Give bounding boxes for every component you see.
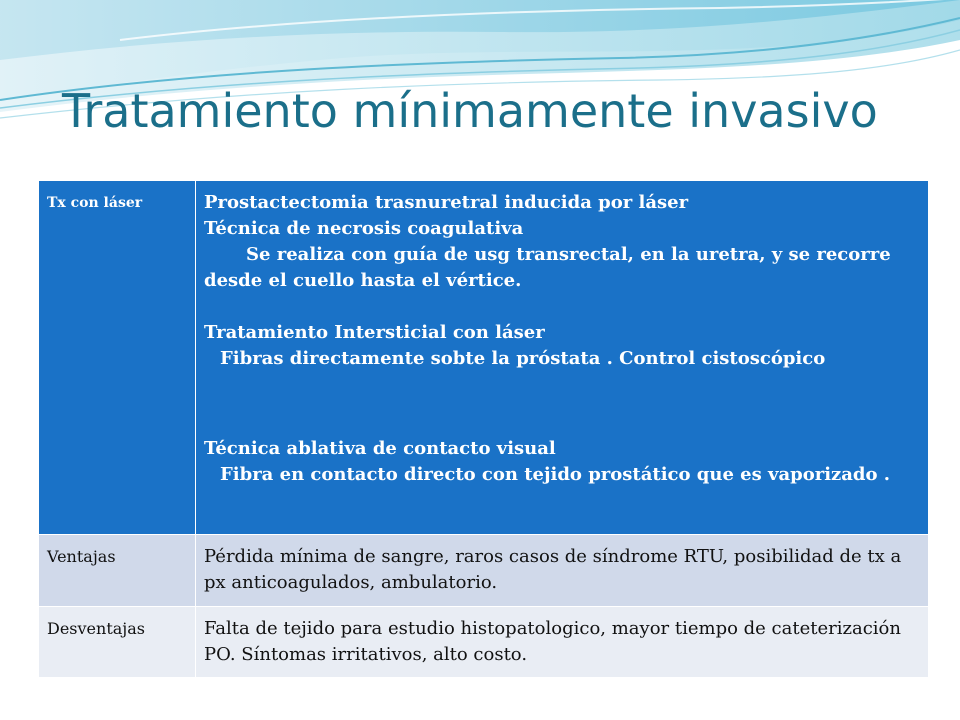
text-line-content: Fibras directamente sobte la próstata . Control cistoscópico <box>220 348 826 369</box>
table-row-desventajas <box>39 607 929 678</box>
text-line: Prostactectomia trasnuretral inducida por láser <box>204 192 689 213</box>
cell-label-ventajas: Ventajas <box>39 535 196 607</box>
spacer <box>204 294 920 320</box>
text-line <box>204 462 920 488</box>
text-line <box>204 242 920 294</box>
spacer <box>204 372 920 436</box>
cell-body-desventajas: Falta de tejido para estudio histopatologico, mayor tiempo de cateterización PO. Síntomas irritativos, alto costo. <box>196 607 929 678</box>
text-line: Técnica ablativa de contacto visual <box>204 438 556 459</box>
text-line-content: Fibra en contacto directo con tejido prostático que es vaporizado . <box>220 464 891 485</box>
text-line: Tratamiento Intersticial con láser <box>204 322 545 343</box>
text-line: Técnica de necrosis coagulativa <box>204 218 524 239</box>
text-line-content: Se realiza con guía de usg transrectal, en la uretra, y se recorre desde el cuello hasta el vértice. <box>204 244 891 291</box>
table-row-ventajas <box>39 535 929 607</box>
slide-title: Tratamiento mínimamente invasivo <box>62 84 878 138</box>
text-line <box>204 346 920 372</box>
content-table <box>38 180 929 678</box>
cell-label-laser: Tx con láser <box>39 181 196 535</box>
cell-body-ventajas: Pérdida mínima de sangre, raros casos de síndrome RTU, posibilidad de tx a px anticoagulados, ambulatorio. <box>196 535 929 607</box>
table-row-laser <box>39 181 929 535</box>
cell-body-laser <box>196 181 929 535</box>
cell-label-desventajas: Desventajas <box>39 607 196 678</box>
